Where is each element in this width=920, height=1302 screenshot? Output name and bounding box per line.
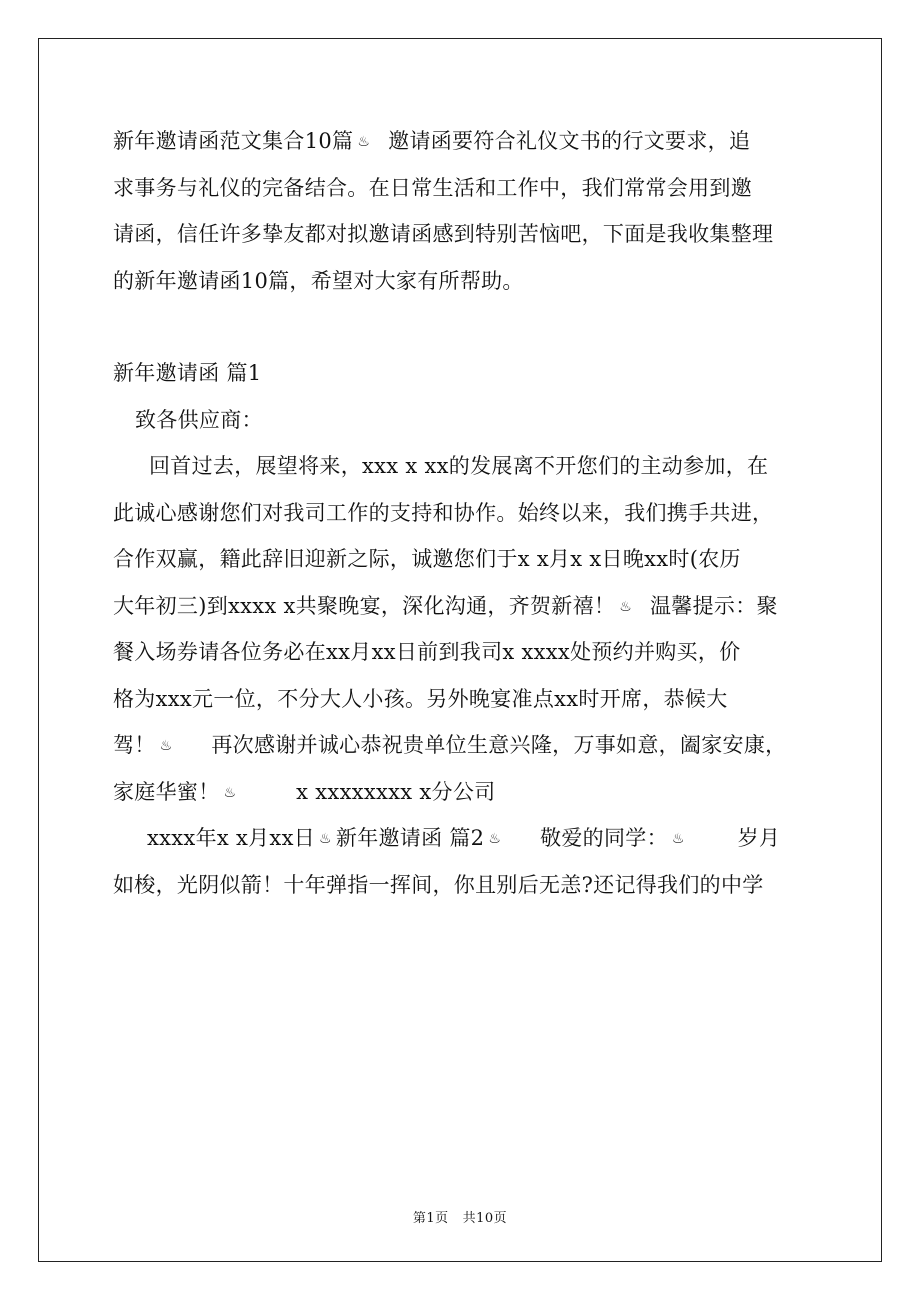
paragraph-mark-icon: ♨ xyxy=(159,738,173,754)
greeting-2: 敬爱的同学： xyxy=(540,826,668,850)
greeting: 致各供应商： xyxy=(135,407,263,432)
body-text: 家庭华蜜！ xyxy=(113,779,220,804)
body-line-5: 餐入场券请各位务必在xx月xx日前到我司x xxxx处预约并购买，价 xyxy=(113,640,741,664)
paragraph-mark-icon: ♨ xyxy=(357,134,371,150)
section-1-title: 新年邀请函 篇1 xyxy=(113,361,262,385)
paragraph-mark-icon: ♨ xyxy=(619,598,633,615)
page-footer xyxy=(0,1207,920,1226)
intro-line-2: 求事务与礼仪的完备结合。在日常生活和工作中，我们常常会用到邀 xyxy=(113,175,752,200)
date-line xyxy=(113,815,813,862)
document-body xyxy=(113,118,813,908)
page-total: 共10页 xyxy=(462,1211,508,1226)
body-line-2: 此诚心感谢您们对我司工作的支持和协作。始终以来，我们携手共进， xyxy=(113,500,774,525)
paragraph-mark-icon: ♨ xyxy=(488,831,502,847)
body-text: 温馨提示：聚 xyxy=(650,593,778,618)
paragraph-mark-icon: ♨ xyxy=(671,831,685,847)
date-text: xxxx年x x月xx日 xyxy=(147,826,316,850)
body-line-6: 格为xxx元一位，不分大人小孩。另外晚宴准点xx时开席，恭候大 xyxy=(113,686,728,711)
section-2-title: 新年邀请函 篇2 xyxy=(335,826,485,850)
page-number: 第1页 xyxy=(412,1211,449,1226)
signature: x xxxxxxxx x分公司 xyxy=(296,779,496,804)
paragraph-mark-icon: ♨ xyxy=(223,784,237,801)
doc-title: 新年邀请函范文集合10篇 xyxy=(113,129,354,153)
body-text: 大年初三)到xxxx x共聚晚宴，深化沟通，齐贺新禧！ xyxy=(113,593,616,618)
body-line-8 xyxy=(113,769,813,816)
body-text: 岁月 xyxy=(737,826,781,850)
body-line-7 xyxy=(113,722,813,769)
body-line-3: 合作双赢，籍此辞旧迎新之际，诚邀您们于x x月x x日晚xx时(农历 xyxy=(113,547,741,571)
body-text: 再次感谢并诚心恭祝贵单位生意兴隆，万事如意，阖家安康， xyxy=(211,733,787,757)
body-text: 驾！ xyxy=(113,733,156,757)
tail-line: 如梭，光阴似箭！十年弹指一挥间，你且别后无恙?还记得我们的中学 xyxy=(113,872,764,897)
body-line-1: 回首过去，展望将来，xxx x xx的发展离不开您们的主动参加，在 xyxy=(149,454,769,478)
body-line-4 xyxy=(113,583,813,630)
intro-text: 邀请函要符合礼仪文书的行文要求，追 xyxy=(388,129,751,153)
paragraph-mark-icon: ♨ xyxy=(319,831,332,847)
intro-line-4: 的新年邀请函10篇，希望对大家有所帮助。 xyxy=(113,268,524,293)
intro-line-3: 请函，信任许多挚友都对拟邀请函感到特别苦恼吧，下面是我收集整理 xyxy=(113,222,774,246)
intro-line-1 xyxy=(113,118,813,165)
